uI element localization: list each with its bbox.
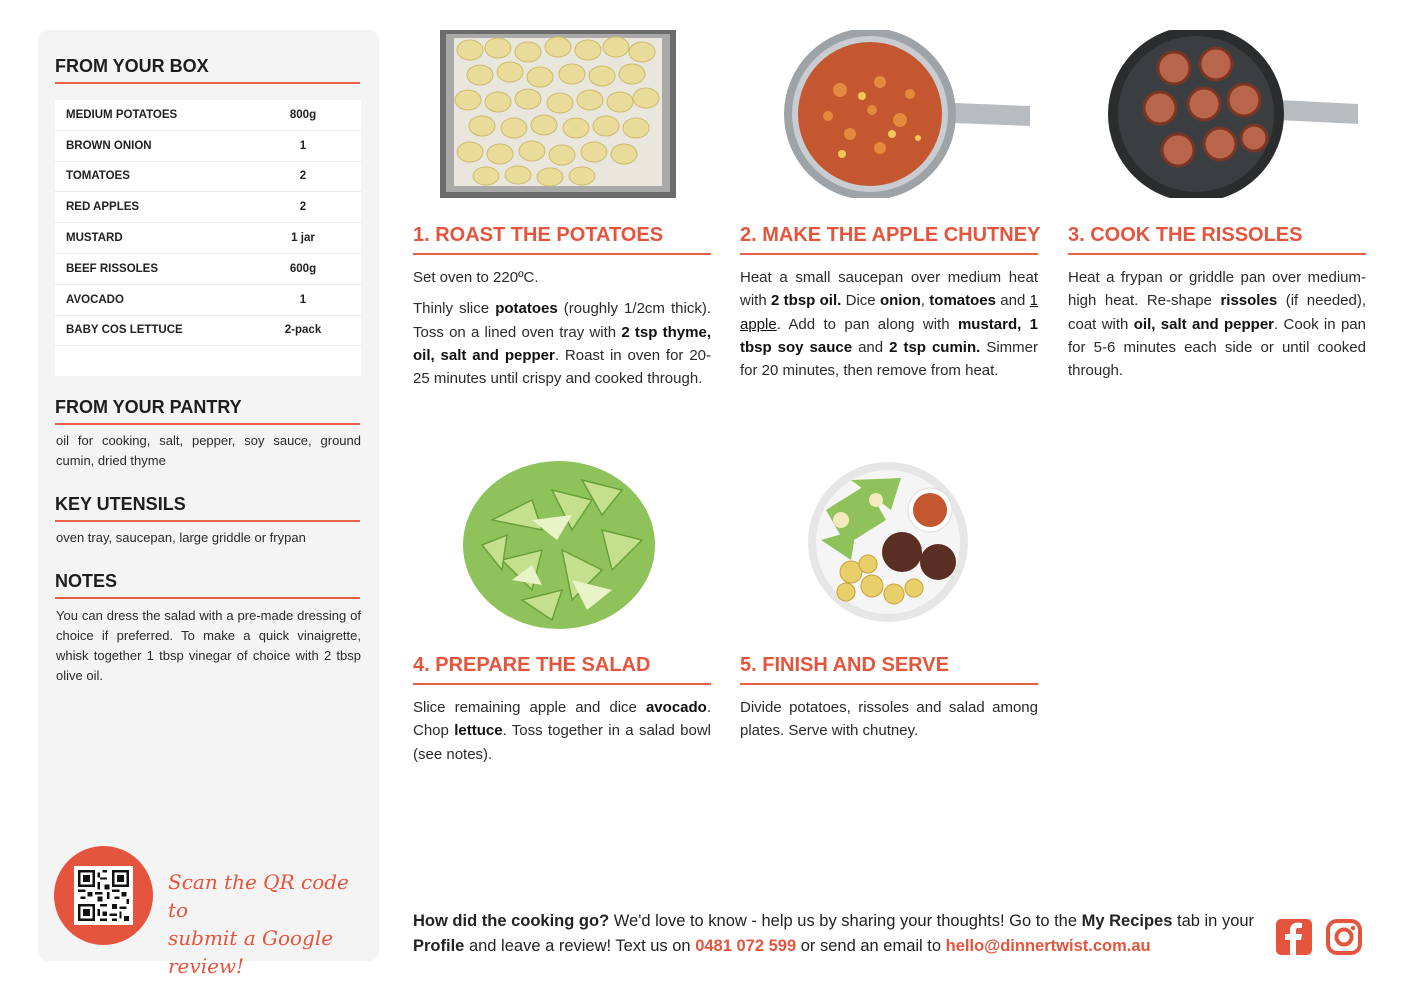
ingredient-name: TOMATOES xyxy=(66,170,130,183)
step-1-text xyxy=(413,266,711,398)
heading-divider xyxy=(55,423,360,425)
step-divider xyxy=(740,253,1038,255)
ingredients-sidebar xyxy=(38,30,379,978)
step-5-title: 5. FINISH AND SERVE xyxy=(740,654,949,676)
utensils-heading: KEY UTENSILS xyxy=(55,494,186,514)
ingredient-row xyxy=(55,254,361,285)
step-divider xyxy=(413,253,711,255)
step-4-title: 4. PREPARE THE SALAD xyxy=(413,654,651,676)
facebook-icon[interactable] xyxy=(1275,918,1313,956)
ingredient-row xyxy=(55,192,361,223)
qr-caption-line: submit a Google review! xyxy=(168,926,334,978)
ingredient-qty: 800g xyxy=(289,108,317,121)
step-1-line: Set oven to 220ºC. xyxy=(413,269,539,286)
ingredient-qty: 2 xyxy=(299,201,307,214)
qr-caption-line: Scan the QR code to xyxy=(168,870,349,922)
notes-text: You can dress the salad with a pre-made dressing of choice if preferred. To make a quick vinaigrette, whisk together 1 tbsp vinegar of choice with 2 tbsp olive oil. xyxy=(56,608,361,683)
plated-meal-photo xyxy=(806,460,971,625)
ingredient-name: RED APPLES xyxy=(66,201,140,214)
footer-question: How did the cooking go? xyxy=(413,912,610,930)
ingredient-row xyxy=(55,131,361,162)
qr-caption xyxy=(168,868,368,980)
ingredient-qty: 1 xyxy=(299,139,307,152)
apple-chutney-photo xyxy=(780,30,1030,198)
step-3-text: Heat a frypan or griddle pan over medium-high heat. Re-shape rissoles (if needed), coat with oil, salt and pepper. Cook in pan for 5-6 minutes each side or until cooked through. xyxy=(1068,269,1367,380)
ingredient-row xyxy=(55,285,361,316)
step-2-title: 2. MAKE THE APPLE CHUTNEY xyxy=(740,224,1041,246)
ingredient-qty: 1 jar xyxy=(291,232,315,245)
step-1-title: 1. ROAST THE POTATOES xyxy=(413,224,664,246)
instagram-icon[interactable] xyxy=(1325,918,1363,956)
qr-code-icon[interactable] xyxy=(74,866,133,925)
email-link[interactable]: hello@dinnertwist.com.au xyxy=(945,937,1151,955)
step-divider xyxy=(413,683,711,685)
from-your-box-heading: FROM YOUR BOX xyxy=(55,56,209,76)
ingredient-row xyxy=(55,223,361,254)
heading-divider xyxy=(55,520,360,522)
ingredient-row xyxy=(55,100,361,131)
pantry-heading: FROM YOUR PANTRY xyxy=(55,397,242,417)
ingredient-name: BROWN ONION xyxy=(66,139,152,152)
notes-heading: NOTES xyxy=(55,571,118,591)
ingredient-name: AVOCADO xyxy=(66,293,124,306)
profile-label: Profile xyxy=(413,937,465,955)
ingredient-qty: 600g xyxy=(289,262,317,275)
ingredient-name: MEDIUM POTATOES xyxy=(66,108,178,121)
step-4-text: Slice remaining apple and dice avocado. Chop lettuce. Toss together in a salad bowl (see notes). xyxy=(413,699,711,763)
qr-badge xyxy=(54,846,153,945)
ingredient-name: BABY COS LETTUCE xyxy=(66,324,183,337)
box-ingredients-table xyxy=(55,100,361,376)
ingredient-name: BEEF RISSOLES xyxy=(66,262,159,275)
ingredient-qty: 1 xyxy=(299,293,307,306)
heading-divider xyxy=(55,597,360,599)
salad-photo xyxy=(462,460,656,630)
my-recipes-label: My Recipes xyxy=(1081,912,1173,930)
ingredient-qty: 2 xyxy=(299,170,307,183)
ingredient-name: MUSTARD xyxy=(66,232,123,245)
step-2-text: Heat a small saucepan over medium heat with 2 tbsp oil. Dice onion, tomatoes and 1 apple. Add to pan along with mustard, 1 tbsp soy sauce and 2 tsp cumin. Simmer for 20 minutes, then remove from heat. xyxy=(740,269,1039,380)
step-3-title: 3. COOK THE RISSOLES xyxy=(1068,224,1303,246)
step-5-text: Divide potatoes, rissoles and salad among plates. Serve with chutney. xyxy=(740,699,1038,740)
heading-divider xyxy=(55,82,360,84)
utensils-text: oven tray, saucepan, large griddle or frypan xyxy=(56,530,306,545)
ingredient-row xyxy=(55,162,361,193)
roast-potatoes-photo xyxy=(440,30,676,198)
ingredient-row xyxy=(55,316,361,347)
step-divider xyxy=(740,683,1038,685)
step-divider xyxy=(1068,253,1366,255)
pantry-text: oil for cooking, salt, pepper, soy sauce, ground cumin, dried thyme xyxy=(56,433,361,468)
phone-link[interactable]: 0481 072 599 xyxy=(695,937,797,955)
review-footer: How did the cooking go? We'd love to know - help us by sharing your thoughts! Go to the My Recipes tab in your Profile and leave a review! Text us on 0481 072 599 or send an email to hello@dinnertwist.com.au xyxy=(413,912,1255,955)
step-1-line: Thinly slice potatoes (roughly 1/2cm thick). Toss on a lined oven tray with 2 tsp thyme, oil, salt and pepper. Roast in oven for 20-25 minutes until crispy and cooked through. xyxy=(413,300,711,388)
ingredient-qty: 2-pack xyxy=(284,324,322,337)
rissoles-frypan-photo xyxy=(1108,30,1358,198)
